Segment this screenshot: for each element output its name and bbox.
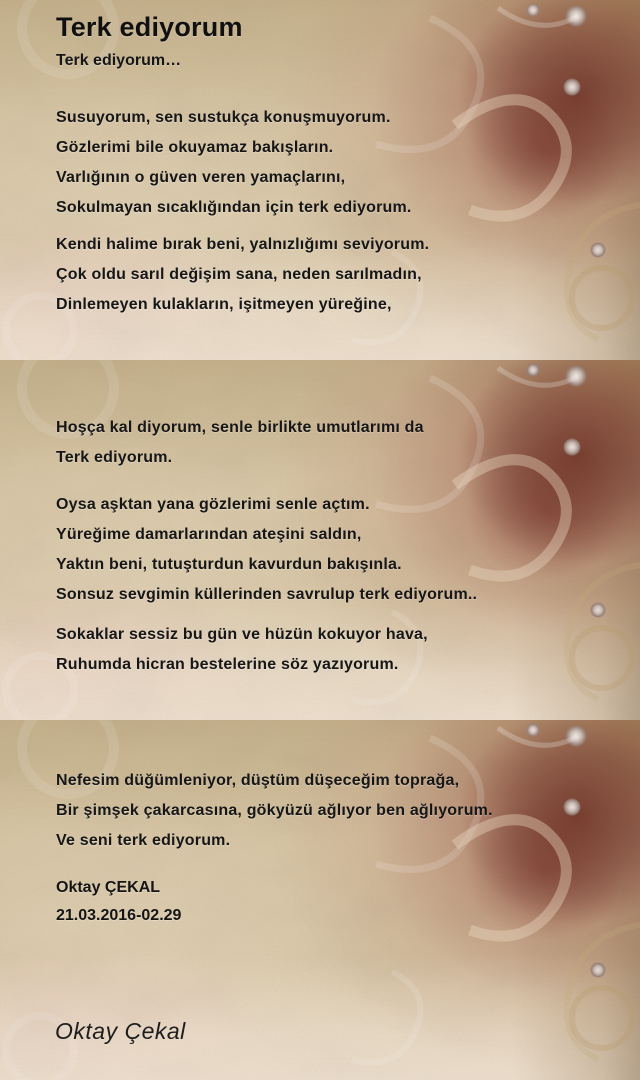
poem-line: Nefesim düğümleniyor, düştüm düşeceğim toprağa, (56, 772, 460, 789)
poem-line: Çok oldu sarıl değişim sana, neden sarılmadın, (56, 266, 422, 283)
poem-line: Susuyorum, sen sustukça konuşmuyorum. (56, 109, 391, 126)
poem-line: Yaktın beni, tutuşturdun kavurdun bakışınla. (56, 556, 402, 573)
stanza-6 (56, 766, 620, 856)
poem-line: Bir şimşek çakarcasına, gökyüzü ağlıyor ben ağlıyorum. (56, 802, 493, 819)
poem-line: Ruhumda hicran bestelerine söz yazıyorum. (56, 656, 399, 673)
poem-line: Oysa aşktan yana gözlerimi senle açtım. (56, 496, 370, 513)
footer-signature: Oktay Çekal (55, 1018, 186, 1044)
poem-line: Kendi halime bırak beni, yalnızlığımı seviyorum. (56, 236, 430, 253)
poem-line: Hoşça kal diyorum, senle birlikte umutlarımı da (56, 419, 424, 436)
poem-date: 21.03.2016-02.29 (56, 907, 182, 924)
poem-line: Sokulmayan sıcaklığından için terk ediyorum. (56, 199, 412, 216)
poem-line: Dinlemeyen kulakların, işitmeyen yüreğine, (56, 296, 392, 313)
poem-line: Ve seni terk ediyorum. (56, 832, 231, 849)
stanza-4 (56, 490, 620, 610)
stanza-1 (56, 103, 620, 223)
author-name: Oktay ÇEKAL (56, 879, 161, 896)
poem-line: Sonsuz sevgimin küllerinden savrulup terk ediyorum.. (56, 586, 478, 603)
poem-title: Terk ediyorum (56, 12, 243, 42)
poem-line: Yüreğime damarlarından ateşini saldın, (56, 526, 362, 543)
stanza-5 (56, 620, 620, 680)
poem-line: Gözlerimi bile okuyamaz bakışların. (56, 139, 334, 156)
stanza-3 (56, 413, 620, 473)
poem-line: Terk ediyorum. (56, 449, 173, 466)
poem-subtitle: Terk ediyorum… (56, 52, 182, 69)
poem-line: Varlığının o güven veren yamaçlarını, (56, 169, 346, 186)
stanza-2 (56, 230, 620, 320)
poem-line: Sokaklar sessiz bu gün ve hüzün kokuyor hava, (56, 626, 428, 643)
